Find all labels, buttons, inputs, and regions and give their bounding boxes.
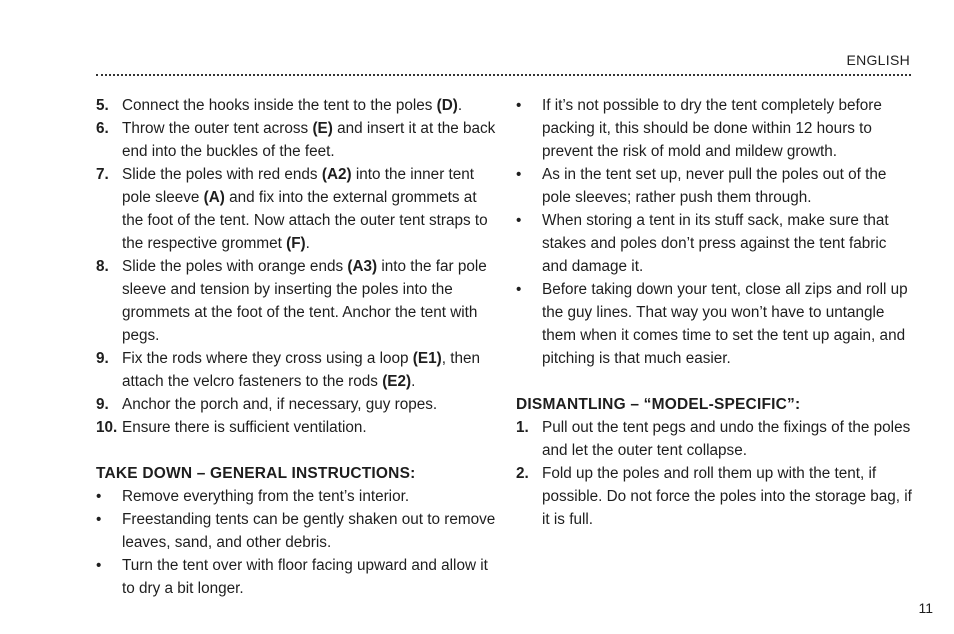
part-ref: (A3) <box>347 258 378 275</box>
step-number: 6. <box>96 120 109 137</box>
step-number: 1. <box>516 419 529 436</box>
bullet-text: As in the tent set up, never pull the poles out of the pole sleeves; rather push them through. <box>542 166 887 206</box>
bullet-item <box>96 485 496 508</box>
step-text: Fold up the poles and roll them up with the tent, if possible. Do not force the poles into the storage bag, if it is full. <box>542 465 912 528</box>
step-text: Pull out the tent pegs and undo the fixings of the poles and let the outer tent collapse. <box>542 419 911 459</box>
step-text: Fix the rods where they cross using a loop <box>122 350 413 367</box>
step-text: , then attach the velcro fasteners to the rods <box>122 350 480 390</box>
part-ref: (F) <box>286 235 306 252</box>
step-9a <box>96 347 496 393</box>
left-column <box>96 94 496 600</box>
step-text: Slide the poles with orange ends <box>122 258 348 275</box>
dismantling-heading: DISMANTLING – “MODEL-SPECIFIC”: <box>516 396 801 413</box>
step-number: 10. <box>96 419 118 436</box>
step-9b <box>96 393 496 416</box>
step-8 <box>96 255 496 347</box>
bullet-icon <box>96 485 101 508</box>
step-number: 2. <box>516 465 529 482</box>
bullet-text: Freestanding tents can be gently shaken out to remove leaves, sand, and other debris. <box>122 511 496 551</box>
takedown-heading: TAKE DOWN – GENERAL INSTRUCTIONS: <box>96 465 416 482</box>
step-number: 8. <box>96 258 109 275</box>
step-number: 9. <box>96 350 109 367</box>
bullet-text: If it’s not possible to dry the tent completely before packing it, this should be done within 12 hours to prevent the risk of mold and mildew growth. <box>542 97 882 160</box>
step-text: and fix into the external grommets at the foot of the tent. Now attach the outer tent straps to the respective grommet <box>122 189 488 252</box>
step-text: Ensure there is sufficient ventilation. <box>122 419 367 436</box>
bullet-text: Remove everything from the tent’s interior. <box>122 488 410 505</box>
part-ref: (D) <box>436 97 458 114</box>
right-column <box>516 94 916 531</box>
bullet-icon <box>516 278 521 301</box>
language-label: ENGLISH <box>846 52 910 68</box>
step-text: . <box>457 97 463 114</box>
bullet-item <box>96 554 496 600</box>
bullet-item <box>516 94 916 163</box>
step-text: Anchor the porch and, if necessary, guy ropes. <box>122 396 438 413</box>
part-ref: (E2) <box>382 373 412 390</box>
step-text: into the far pole sleeve and tension by inserting the poles into the grommets at the foot of the tent. Anchor the tent with pegs. <box>122 258 487 344</box>
step-text: . <box>305 235 310 252</box>
bullet-text: Before taking down your tent, close all zips and roll up the guy lines. That way you won’t have to untangle them when it comes time to set the tent up again, and pitching is that much easier. <box>542 281 908 367</box>
step-text: and insert it at the back end into the buckles of the feet. <box>122 120 496 160</box>
bullet-icon <box>516 94 521 117</box>
page-number: 11 <box>918 600 933 616</box>
bullet-item <box>516 163 916 209</box>
step-text: Connect the hooks inside the tent to the poles <box>122 97 437 114</box>
step-5 <box>96 94 496 117</box>
bullet-icon <box>96 554 101 577</box>
step-number: 5. <box>96 97 109 114</box>
bullet-icon <box>516 163 521 186</box>
bullet-icon <box>96 508 101 531</box>
step-7 <box>96 163 496 255</box>
part-ref: (A2) <box>321 166 352 183</box>
bullet-text: Turn the tent over with floor facing upward and allow it to dry a bit longer. <box>122 557 488 597</box>
step-10 <box>96 416 496 439</box>
step-number: 9. <box>96 396 109 413</box>
step-text: . <box>411 373 416 390</box>
part-ref: (E) <box>312 120 333 137</box>
bullet-icon <box>516 209 521 232</box>
step-text: Slide the poles with red ends <box>122 166 322 183</box>
dotted-divider <box>96 74 911 76</box>
bullet-item <box>516 209 916 278</box>
part-ref: (A) <box>203 189 225 206</box>
dismantle-step-1 <box>516 416 916 462</box>
part-ref: (E1) <box>412 350 442 367</box>
bullet-item <box>96 508 496 554</box>
dismantle-step-2 <box>516 462 916 531</box>
step-text: into the inner tent pole sleeve <box>122 166 475 206</box>
step-6 <box>96 117 496 163</box>
bullet-text: When storing a tent in its stuff sack, make sure that stakes and poles don’t press against the tent fabric and damage it. <box>542 212 889 275</box>
step-number: 7. <box>96 166 109 183</box>
step-text: Throw the outer tent across <box>122 120 313 137</box>
bullet-item <box>516 278 916 370</box>
